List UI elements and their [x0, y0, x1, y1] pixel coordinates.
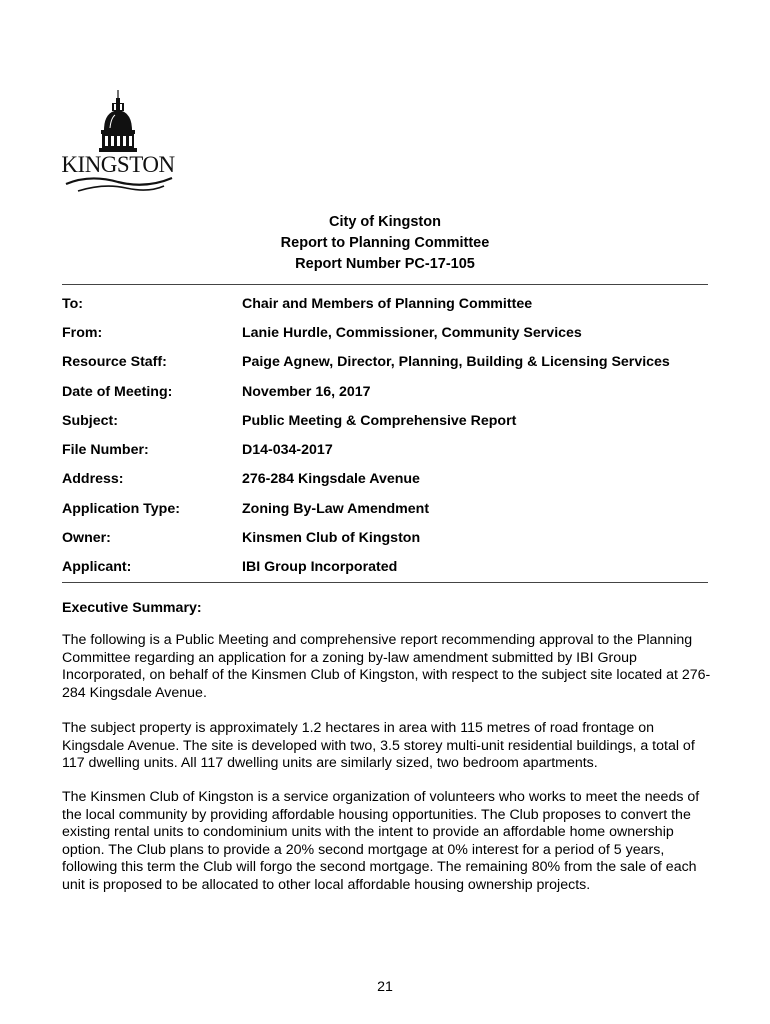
- meta-label: Subject:: [62, 412, 118, 429]
- meta-row-owner: [62, 523, 708, 552]
- meta-row-subject: [62, 406, 708, 435]
- summary-paragraph: The subject property is approximately 1.2 hectares in area with 115 metres of road frontage on Kingsdale Avenue. The site is developed with two, 3.5 storey multi-unit residential buildings, a total of 117 dwelling units. All 117 dwelling units are similarly sized, two bedroom apartments.: [62, 720, 695, 772]
- meta-label: To:: [62, 295, 84, 312]
- meta-row-to: [62, 289, 708, 318]
- report-metadata: [62, 289, 708, 582]
- meta-row-applicant: [62, 553, 708, 582]
- summary-paragraph: The following is a Public Meeting and comprehensive report recommending approval to the Planning Committee regarding an application for a zoning by-law amendment submitted by IBI Group Incorporated, on behalf of the Kinsmen Club of Kingston, with respect to the subject site located at 276-284 Kingsdale Avenue.: [62, 632, 711, 701]
- executive-summary-heading: Executive Summary:: [62, 600, 202, 616]
- city-hall-dome-icon: [60, 88, 176, 198]
- meta-value: November 16, 2017: [242, 383, 371, 400]
- meta-row-address: [62, 465, 708, 494]
- header-report-to: Report to Planning Committee: [280, 235, 490, 251]
- header-report-number: Report Number PC-17-105: [295, 256, 475, 272]
- header-city: City of Kingston: [329, 214, 441, 230]
- meta-label: Date of Meeting:: [62, 383, 173, 400]
- meta-label: From:: [62, 324, 103, 341]
- meta-row-date-of-meeting: [62, 377, 708, 406]
- divider-top: [62, 284, 708, 285]
- meta-value: Chair and Members of Planning Committee: [242, 295, 533, 312]
- meta-value: Public Meeting & Comprehensive Report: [242, 412, 517, 429]
- meta-label: Address:: [62, 471, 124, 488]
- meta-label: Application Type:: [62, 500, 180, 517]
- meta-row-application-type: [62, 494, 708, 523]
- meta-label: File Number:: [62, 442, 149, 459]
- meta-label: Applicant:: [62, 559, 132, 576]
- meta-value: Paige Agnew, Director, Planning, Building & Licensing Services: [242, 354, 670, 371]
- meta-label: Owner:: [62, 530, 111, 547]
- meta-value: IBI Group Incorporated: [242, 559, 398, 576]
- summary-paragraph: The Kinsmen Club of Kingston is a service organization of volunteers who works to meet the needs of the local community by providing affordable housing opportunities. The Club proposes to convert the existing rental units to condominium units with the intent to provide an affordable home ownership option. The Club plans to provide a 20% second mortgage at 0% interest for a period of 5 years, following this term the Club will forgo the second mortgage. The remaining 80% from the sale of each unit is proposed to be allocated to other local affordable housing ownership projects.: [62, 789, 700, 893]
- city-of-kingston-logo: [60, 88, 176, 198]
- divider-bottom: [62, 582, 708, 583]
- meta-row-resource-staff: [62, 348, 708, 377]
- report-header: [0, 212, 770, 275]
- meta-value: D14-034-2017: [242, 442, 333, 459]
- meta-label: Resource Staff:: [62, 354, 167, 371]
- logo-wordmark: KINGSTON: [61, 152, 175, 177]
- page-number: 21: [377, 979, 393, 995]
- meta-row-file-number: [62, 435, 708, 464]
- meta-value: Lanie Hurdle, Commissioner, Community Services: [242, 324, 582, 341]
- meta-value: Zoning By-Law Amendment: [242, 500, 430, 517]
- meta-row-from: [62, 318, 708, 347]
- meta-value: 276-284 Kingsdale Avenue: [242, 471, 420, 488]
- meta-value: Kinsmen Club of Kingston: [242, 530, 421, 547]
